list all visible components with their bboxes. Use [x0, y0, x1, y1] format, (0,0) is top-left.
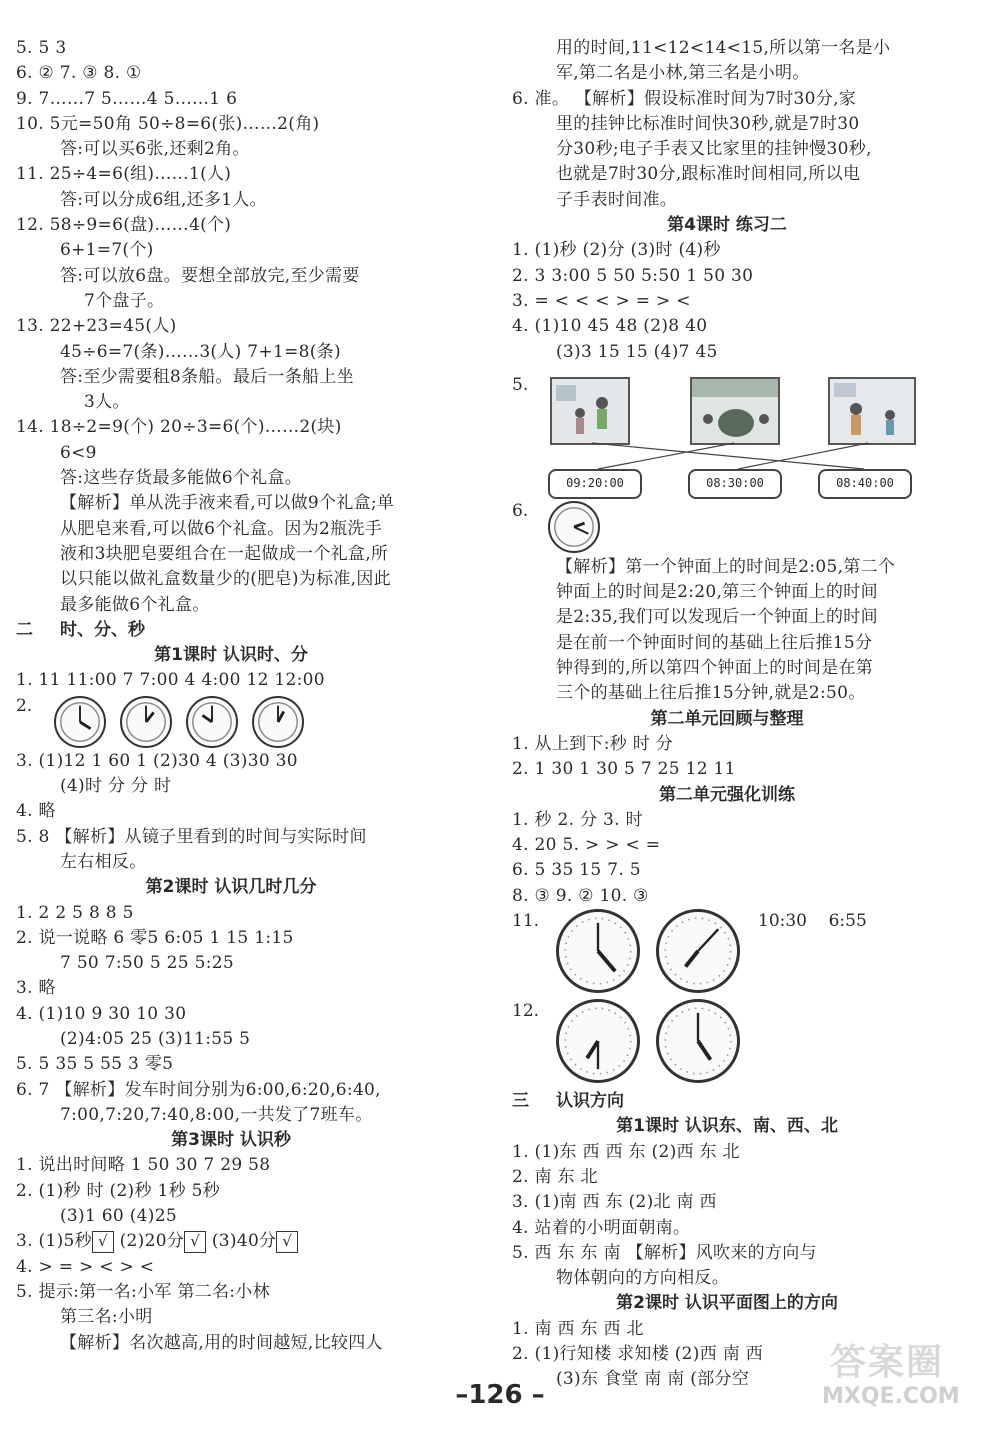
time-card: 08:40:00: [818, 469, 912, 499]
right-column: [512, 36, 945, 1393]
answer-line: 【解析】名次越高,用的时间越短,比较四人: [60, 1332, 383, 1353]
clock-icon: [186, 696, 238, 748]
answer-line: 分30秒;电子手表又比家里的挂钟慢30秒,: [556, 139, 872, 160]
answer-line: 1. 2 2 5 8 8 5: [16, 902, 134, 923]
answer-line: 三个的基础上往后推15分钟,就是2:50。: [556, 683, 866, 704]
question-number: 11.: [512, 911, 540, 932]
check-mark-icon: √: [92, 1231, 114, 1253]
answer-line: 9. 7……7 5……4 5……1 6: [16, 88, 238, 109]
answer-line: 1. 从上到下:秒 时 分: [512, 733, 674, 754]
answer-line: 液和3块肥皂要组合在一起做成一个礼盒,所: [60, 543, 389, 564]
answer-line: 答:这些存货最多能做6个礼盒。: [60, 468, 303, 489]
answer-line: 5. 提示:第一名:小军 第二名:小林: [16, 1281, 270, 1302]
clock-icon: [548, 501, 600, 553]
page-number: –126 –: [455, 1380, 545, 1410]
answer-line: 1. 11 11:00 7 7:00 4 4:00 12 12:00: [16, 670, 325, 691]
answer-line: 1. (1)秒 (2)分 (3)时 (4)秒: [512, 240, 721, 261]
clock-icon: [556, 999, 640, 1083]
answer-line: 2. (1)行知楼 求知楼 (2)西 南 西: [512, 1343, 763, 1364]
section-heading: [16, 618, 446, 643]
answer-line: 以只能以做礼盒数量少的(肥皂)为标准,因此: [60, 569, 391, 590]
answer-line: 6<9: [60, 442, 97, 463]
answer-line: 8. ③ 9. ② 10. ③: [512, 885, 649, 906]
clock-icon: [120, 696, 172, 748]
answer-line: 4. 20 5. > > < =: [512, 835, 661, 856]
answer-line: 里的挂钟比标准时间快30秒,就是7时30: [556, 113, 860, 134]
section-number: 三: [512, 1091, 529, 1112]
answer-line: 4. 略: [16, 801, 56, 822]
answer-line: 3. (1)12 1 60 1 (2)30 4 (3)30 30: [16, 750, 298, 771]
answer-line: 是在前一个钟面时间的基础上往后推15分: [556, 632, 873, 653]
lesson-heading: 第3课时 认识秒: [171, 1130, 291, 1151]
answer-line: 答:可以买6张,还剩2角。: [60, 139, 250, 160]
answer-line: 45÷6=7(条)……3(人) 7+1=8(条): [60, 341, 341, 362]
clock-icon: [54, 696, 106, 748]
answer-line: 是2:35,我们可以发现后一个钟面上的时间: [556, 607, 878, 628]
answer-line: 6. 准。 【解析】假设标准时间为7时30分,家: [512, 88, 857, 109]
clock-icon: [252, 696, 304, 748]
watermark-logo: [822, 1334, 992, 1424]
clock-icon: [656, 909, 740, 993]
q6-row: [512, 499, 942, 555]
check-mark-icon: √: [184, 1231, 206, 1253]
answer-text: (2)20分: [113, 1231, 185, 1252]
answer-line: 2. 1 30 1 30 5 7 25 12 11: [512, 759, 736, 780]
answer-line: 6. 5 35 15 7. 5: [512, 860, 641, 881]
answer-line: 第三名:小明: [60, 1307, 153, 1328]
answer-line: 也就是7时30分,跟标准时间相同,所以电: [556, 164, 861, 185]
answer-line: 答:至少需要租8条船。最后一条船上坐: [60, 366, 354, 387]
answer-line: 最多能做6个礼盒。: [60, 594, 210, 615]
answer-line: 用的时间,11<12<14<15,所以第一名是小: [556, 38, 891, 58]
answer-line: 3. = < < < > = > <: [512, 290, 691, 311]
lesson-heading: 第2课时 认识平面图上的方向: [616, 1293, 838, 1314]
answer-line: 7:00,7:20,7:40,8:00,一共发了7班车。: [60, 1104, 373, 1125]
lesson-heading: 第二单元强化训练: [659, 784, 795, 805]
answer-line: 5. 8 【解析】从镜子里看到的时间与实际时间: [16, 826, 367, 847]
answer-text: 10:30 6:55: [758, 911, 867, 932]
answer-line: (3)1 60 (4)25: [60, 1206, 177, 1227]
section-heading: [512, 1089, 942, 1114]
answer-line: 物体朝向的方向相反。: [556, 1268, 729, 1289]
answer-line: (2)4:05 25 (3)11:55 5: [60, 1028, 251, 1049]
answer-line: 3人。: [84, 392, 130, 413]
answer-line: 军,第二名是小林,第三名是小明。: [556, 63, 810, 84]
answer-line: 答:可以分成6组,还多1人。: [60, 189, 267, 210]
watermark-url: MXQE.COM: [822, 1384, 960, 1409]
answer-line: 钟得到的,所以第四个钟面上的时间是在第: [556, 658, 874, 679]
check-mark-icon: √: [276, 1231, 298, 1253]
question-number: 5.: [512, 374, 529, 395]
answer-line: (3)3 15 15 (4)7 45: [556, 341, 718, 362]
question-number: 6.: [512, 500, 529, 521]
q11-row: [512, 909, 942, 997]
left-column: [16, 36, 446, 1356]
question-number: 2.: [16, 695, 33, 716]
answer-line: 2. (1)秒 时 (2)秒 1秒 5秒: [16, 1180, 221, 1201]
answer-line: 2. 3 3:00 5 50 5:50 1 50 30: [512, 265, 754, 286]
answer-line: 13. 22+23=45(人): [16, 316, 177, 337]
matching-figure: [512, 365, 942, 499]
answer-line: 4. (1)10 45 48 (2)8 40: [512, 316, 708, 337]
answer-line: 答:可以放6盘。要想全部放完,至少需要: [60, 265, 360, 286]
answer-line: 2. 南 东 北: [512, 1166, 598, 1187]
watermark-text: 答案圈: [830, 1342, 945, 1383]
clock-row: [16, 694, 446, 749]
answer-line-checkboxes: [16, 1229, 446, 1254]
answer-line: 4. (1)10 9 30 10 30: [16, 1003, 187, 1024]
answer-line: 4. 站着的小明面朝南。: [512, 1217, 691, 1238]
clock-icon: [556, 909, 640, 993]
answer-line: 3. 略: [16, 978, 56, 999]
answer-line: 3. (1)南 西 东 (2)北 南 西: [512, 1192, 717, 1213]
section-title: 时、分、秒: [60, 619, 145, 640]
time-card: 09:20:00: [548, 469, 642, 499]
answer-line: 7 50 7:50 5 25 5:25: [60, 953, 234, 974]
answer-line: 7个盘子。: [84, 290, 165, 311]
answer-line: 6+1=7(个): [60, 240, 154, 261]
question-number: 12.: [512, 1001, 540, 1022]
answer-line: 5. 5 35 5 55 3 零5: [16, 1054, 174, 1075]
section-title: 认识方向: [556, 1091, 624, 1112]
answer-line: 1. 秒 2. 分 3. 时: [512, 809, 643, 830]
answer-line: 【解析】第一个钟面上的时间是2:05,第二个: [556, 556, 896, 577]
answer-line: 左右相反。: [60, 851, 147, 872]
answer-line: 1. 南 西 东 西 北: [512, 1318, 644, 1339]
answer-line: 1. (1)东 西 西 东 (2)西 东 北: [512, 1141, 740, 1162]
answer-line: 子手表时间准。: [556, 189, 678, 210]
answer-line: (4)时 分 分 时: [60, 776, 172, 797]
lesson-heading: 第1课时 认识时、分: [154, 645, 308, 666]
answer-line: 1. 说出时间略 1 50 30 7 29 58: [16, 1155, 271, 1176]
answer-text: 3. (1)5秒: [16, 1231, 92, 1252]
answer-line: 5. 5 3: [16, 38, 67, 58]
answer-text: (3)40分: [206, 1231, 277, 1252]
answer-line: 6. ② 7. ③ 8. ①: [16, 63, 142, 84]
answer-line: 14. 18÷2=9(个) 20÷3=6(个)……2(块): [16, 417, 342, 438]
lesson-heading: 第1课时 认识东、南、西、北: [616, 1116, 838, 1137]
answer-line: 12. 58÷9=6(盘)……4(个): [16, 215, 232, 236]
answer-line: 10. 5元=50角 50÷8=6(张)……2(角): [16, 113, 320, 134]
section-number: 二: [16, 619, 33, 640]
answer-line: 5. 西 东 东 南 【解析】风吹来的方向与: [512, 1242, 817, 1263]
lesson-heading: 第2课时 认识几时几分: [145, 877, 317, 898]
answer-line: 11. 25÷4=6(组)……1(人): [16, 164, 232, 185]
answer-line: (3)东 食堂 南 南 (部分空: [556, 1369, 750, 1390]
answer-line: 钟面上的时间是2:20,第三个钟面上的时间: [556, 582, 878, 603]
answer-line: 【解析】单从洗手液来看,可以做9个礼盒;单: [60, 493, 395, 514]
lesson-heading: 第二单元回顾与整理: [650, 708, 804, 729]
clock-icon: [656, 999, 740, 1083]
time-card: 08:30:00: [688, 469, 782, 499]
answer-line: 4. > = > < > <: [16, 1256, 155, 1277]
q12-row: [512, 999, 942, 1089]
lesson-heading: 第4课时 练习二: [667, 215, 787, 236]
answer-line: 从肥皂来看,可以做6个礼盒。因为2瓶洗手: [60, 518, 383, 539]
answer-line: 2. 说一说略 6 零5 6:05 1 15 1:15: [16, 927, 294, 948]
answer-line: 6. 7 【解析】发车时间分别为6:00,6:20,6:40,: [16, 1079, 381, 1100]
